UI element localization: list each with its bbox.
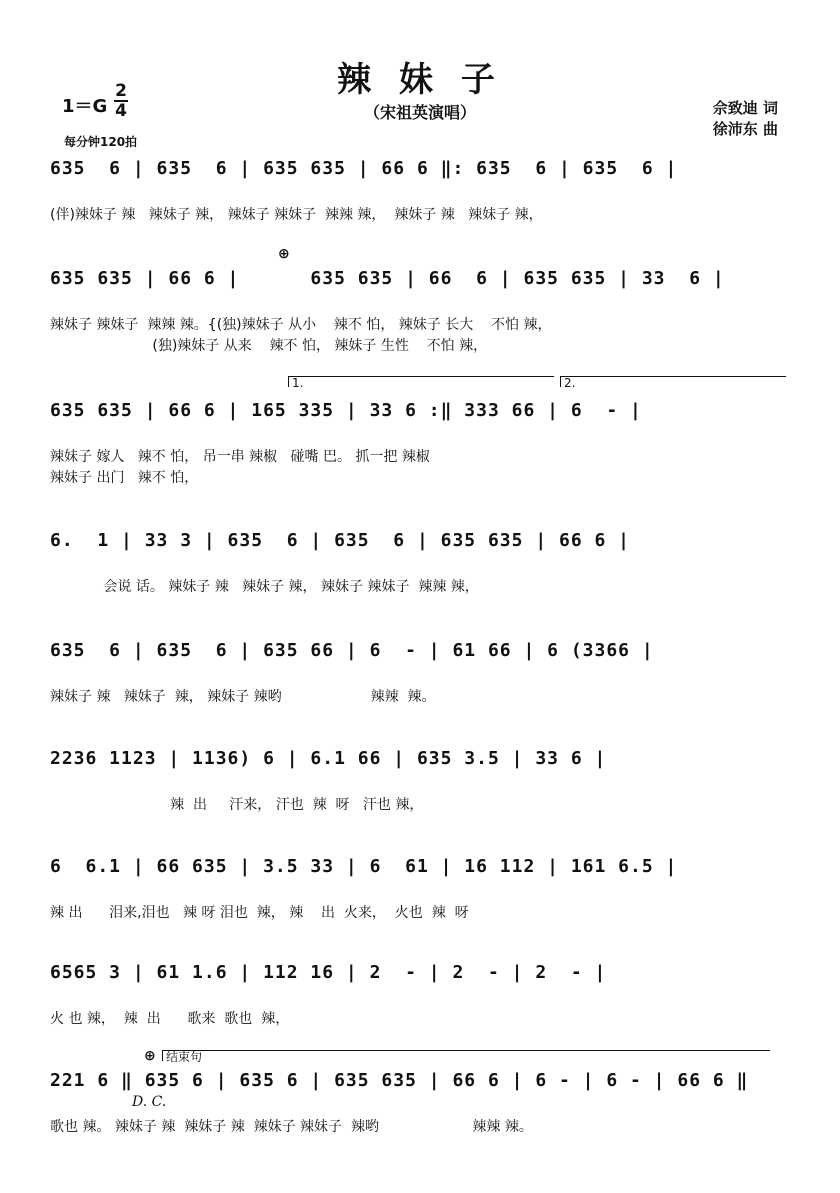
composer-credit: 徐沛东 曲 [712,120,778,138]
notation-line: 635 6 | 635 6 | 635 66 | 6 - | 61 66 | 6 (3366 | [50,640,654,661]
notation-line: 221 6 ‖ 635 6 | 635 6 | 635 635 | 66 6 | 6 - | 6 - | 66 6 ‖ [50,1070,749,1091]
ending-section-bracket: 结束句 [162,1050,770,1061]
lyric-line: 会说 话。 辣妹子 辣 辣妹子 辣， 辣妹子 辣妹子 辣辣 辣， [50,579,479,595]
notation-line: 635 6 | 635 6 | 635 635 | 66 6 ‖: 635 6 | 635 6 | [50,158,678,179]
notation-line: 635 635 | 66 6 | 635 635 | 66 6 | 635 635 | 33 6 | [50,268,725,289]
notation-line: 2236 1123 | 1136) 6 | 6.1 66 | 635 3.5 | 33 6 | [50,748,607,769]
first-ending-bracket: 1. [288,376,554,387]
lyric-line: 歌也 辣。 辣妹子 辣 辣妹子 辣 辣妹子 辣妹子 辣哟 辣辣 辣。 [50,1119,533,1135]
time-signature-top: 2 [115,81,127,101]
singer-credit: （宋祖英演唱） [363,103,476,122]
notation-line: 6565 3 | 61 1.6 | 112 16 | 2 - | 2 - | 2 - | [50,962,607,983]
lyric-line-second: 辣妹子 出门 辣不 怕， [50,470,199,486]
time-signature [114,82,128,120]
lyric-line: 火 也 辣， 辣 出 歌来 歌也 辣， [50,1011,290,1027]
notation-line: 635 635 | 66 6 | 165 335 | 33 6 :‖ 333 66 | 6 - | [50,400,642,421]
notation-line: 6 6.1 | 66 635 | 3.5 33 | 6 61 | 16 112 | 161 6.5 | [50,856,678,877]
second-ending-bracket: 2. [560,376,786,387]
lyric-line: 辣妹子 辣妹子 辣辣 辣。{(独)辣妹子 从小 辣不 怕， 辣妹子 长大 不怕 辣， [50,317,552,333]
coda-sign-ending: ⊕ [144,1048,156,1064]
lyric-line-second: (独)辣妹子 从来 辣不 怕， 辣妹子 生性 不怕 辣， [50,338,488,354]
da-capo-marking: D. C. [132,1094,167,1110]
coda-sign: ⊕ [278,246,290,262]
song-title: 辣 妹 子 [337,60,503,100]
lyric-line: 辣 出 汗来， 汗也 辣 呀 汗也 辣， [50,797,424,813]
tempo-marking: 每分钟120拍 [64,135,138,149]
notation-line: 6. 1 | 33 3 | 635 6 | 635 6 | 635 635 | 66 6 | [50,530,631,551]
lyric-line: (伴)辣妹子 辣 辣妹子 辣， 辣妹子 辣妹子 辣辣 辣， 辣妹子 辣 辣妹子 辣， [50,207,543,223]
lyric-line: 辣妹子 嫁人 辣不 怕， 吊一串 辣椒 碰嘴 巴。 抓一把 辣椒 [50,449,430,465]
time-signature-bottom: 4 [115,101,127,121]
lyric-line: 辣 出 泪来,泪也 辣 呀 泪也 辣， 辣 出 火来， 火也 辣 呀 [50,905,469,921]
lyricist-credit: 佘致迪 词 [712,99,778,117]
key-signature: 1＝G [62,96,108,117]
lyric-line: 辣妹子 辣 辣妹子 辣， 辣妹子 辣哟 辣辣 辣。 [50,689,436,705]
